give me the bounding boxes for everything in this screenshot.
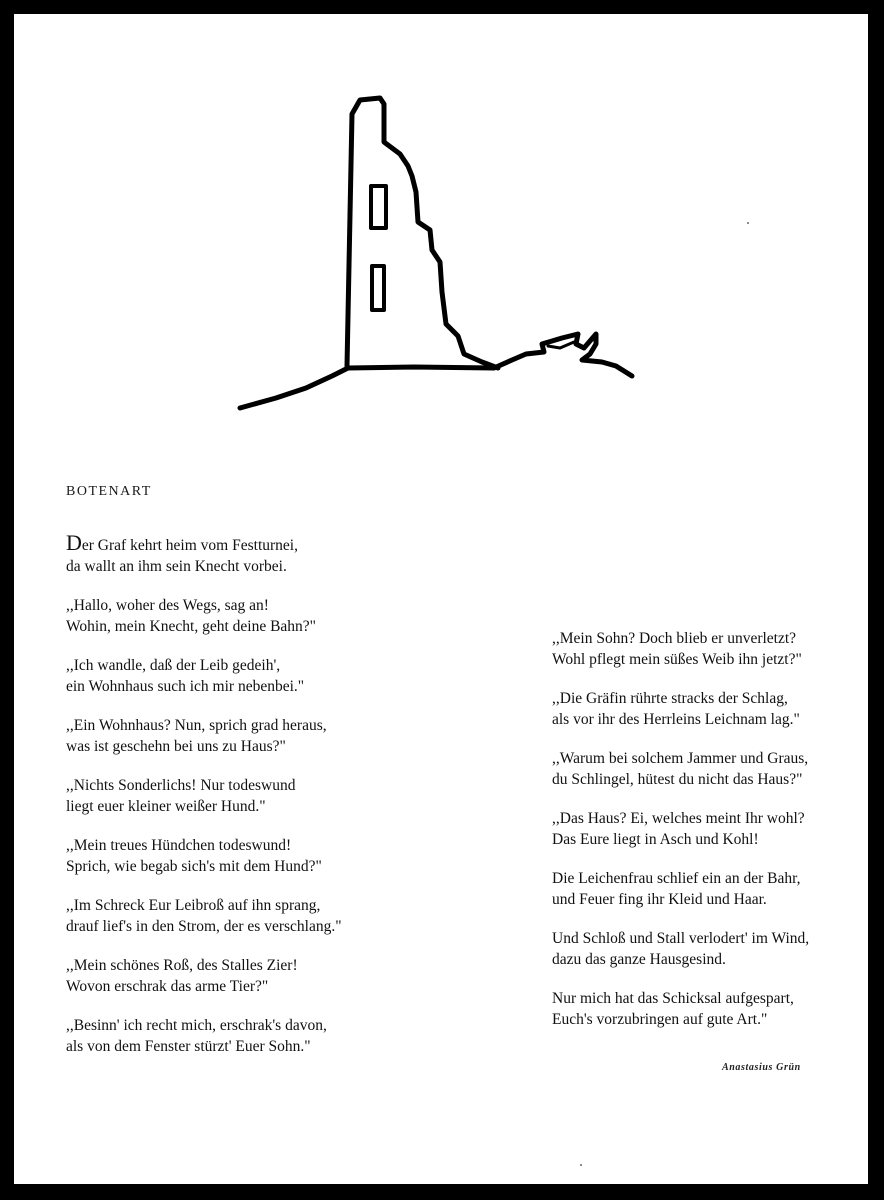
stanza <box>552 808 862 850</box>
verse-line: Sprich, wie begab sich's mit dem Hund?" <box>66 858 322 875</box>
verse-line: du Schlingel, hütest du nicht das Haus?" <box>552 771 803 788</box>
verse-line <box>66 532 486 556</box>
stanza <box>66 715 486 757</box>
verse-line: was ist geschehn bei uns zu Haus?" <box>66 738 286 755</box>
left-column <box>66 532 486 1075</box>
verse-line: ,,Mein treues Hündchen todeswund! <box>66 837 292 854</box>
verse-line: Nur mich hat das Schicksal aufgespart, <box>552 990 794 1007</box>
verse-line: Und Schloß und Stall verlodert' im Wind, <box>552 930 810 947</box>
stanza <box>552 628 862 670</box>
stanza <box>66 895 486 937</box>
stanza <box>66 532 486 577</box>
verse-line: da wallt an ihm sein Knecht vorbei. <box>66 558 287 575</box>
stanza <box>66 835 486 877</box>
verse-line: Das Eure liegt in Asch und Kohl! <box>552 831 759 848</box>
verse-line: ein Wohnhaus such ich mir nebenbei." <box>66 678 305 695</box>
verse-line: dazu das ganze Hausgesind. <box>552 951 726 968</box>
verse-line: Euch's vorzubringen auf gute Art." <box>552 1011 768 1028</box>
verse-line: ,,Mein Sohn? Doch blieb er unverletzt? <box>552 630 797 647</box>
verse-line: ,,Mein schönes Roß, des Stalles Zier! <box>66 957 298 974</box>
stanza <box>552 988 862 1030</box>
right-column <box>552 628 862 1048</box>
stanza <box>66 955 486 997</box>
page <box>14 14 868 1184</box>
verse-line: drauf lief's in den Strom, der es verschlang." <box>66 918 342 935</box>
stanza <box>66 655 486 697</box>
stanza <box>552 748 862 790</box>
verse-line: ,,Ein Wohnhaus? Nun, sprich grad heraus, <box>66 717 327 734</box>
stanza <box>66 595 486 637</box>
initial-letter: D <box>66 530 82 555</box>
verse-line-rest: er Graf kehrt heim vom Festturnei, <box>81 537 298 554</box>
author-signature: Anastasius Grün <box>722 1062 801 1073</box>
verse-line: Wohin, mein Knecht, geht deine Bahn?" <box>66 618 316 635</box>
stanza <box>552 868 862 910</box>
verse-line: Wovon erschrak das arme Tier?" <box>66 978 269 995</box>
verse-line: ,,Die Gräfin rührte stracks der Schlag, <box>552 690 788 707</box>
paper-speck <box>747 222 749 224</box>
verse-line: ,,Warum bei solchem Jammer und Graus, <box>552 750 809 767</box>
poem-title: BOTENART <box>66 484 152 499</box>
verse-line: ,,Das Haus? Ei, welches meint Ihr wohl? <box>552 810 805 827</box>
verse-line: und Feuer fing ihr Kleid und Haar. <box>552 891 767 908</box>
paper-speck <box>580 1164 582 1166</box>
verse-line: Die Leichenfrau schlief ein an der Bahr, <box>552 870 801 887</box>
stanza <box>66 1015 486 1057</box>
stanza <box>552 928 862 970</box>
verse-line: ,,Im Schreck Eur Leibroß auf ihn sprang, <box>66 897 321 914</box>
verse-line: ,,Hallo, woher des Wegs, sag an! <box>66 597 269 614</box>
verse-line: Wohl pflegt mein süßes Weib ihn jetzt?" <box>552 651 802 668</box>
verse-line: als vor ihr des Herrleins Leichnam lag." <box>552 711 800 728</box>
verse-line: ,,Ich wandle, daß der Leib gedeih', <box>66 657 281 674</box>
ruined-tower-drawing-icon <box>14 14 868 454</box>
stanza <box>66 775 486 817</box>
verse-line: liegt euer kleiner weißer Hund." <box>66 798 266 815</box>
verse-line: als von dem Fenster stürzt' Euer Sohn." <box>66 1038 311 1055</box>
verse-line: ,,Besinn' ich recht mich, erschrak's davon, <box>66 1017 327 1034</box>
stanza <box>552 688 862 730</box>
verse-line: ,,Nichts Sonderlichs! Nur todeswund <box>66 777 296 794</box>
